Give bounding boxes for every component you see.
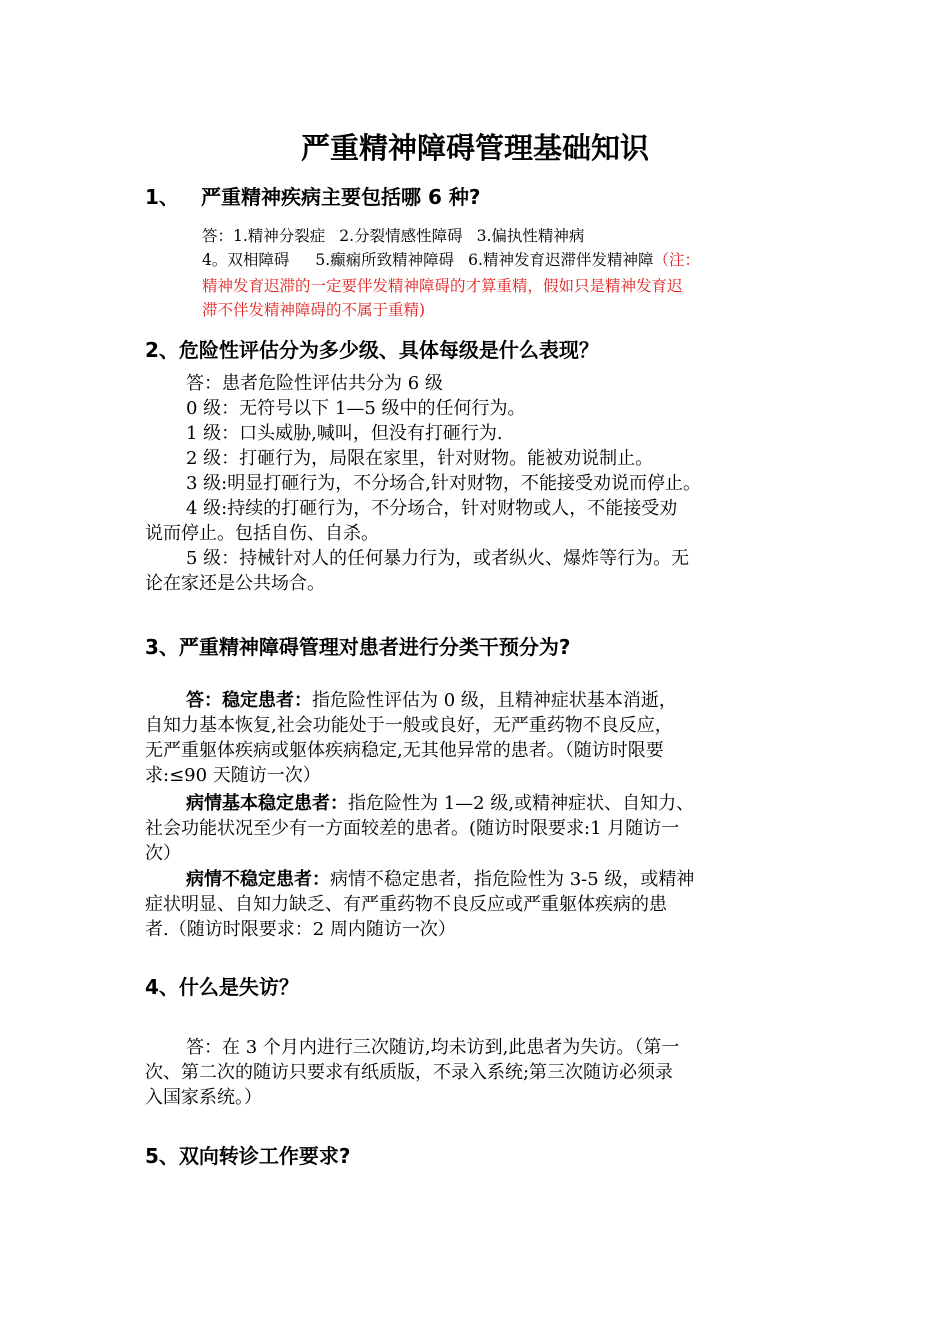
q3-stable-line-1 xyxy=(186,689,677,713)
q3-basic-line-2: 社会功能状况至少有一方面较差的患者。(随访时限要求:1 月随访一 xyxy=(145,818,680,839)
item-6: 6.精神发育迟滞伴发精神障 xyxy=(468,251,654,269)
q4-line-2: 次、第二次的随访只要求有纸质版，不录入系统;第三次随访必须录 xyxy=(145,1062,674,1083)
item-2: 2.分裂情感性障碍 xyxy=(339,227,463,245)
q3-stable-line-3: 无严重躯体疾病或躯体疾病稳定,无其他异常的患者。（随访时限要 xyxy=(145,740,664,761)
q3-unstable-line-1 xyxy=(186,868,694,892)
item-5: 5.癫痫所致精神障碍 xyxy=(315,251,455,269)
q1-note-line-1: 精神发育迟滞的一定要伴发精神障碍的才算重精，假如只是精神发育迟 xyxy=(202,277,683,295)
note-start: （注： xyxy=(653,251,700,269)
q2-line-2: 0 级：无符号以下 1—5 级中的任何行为。 xyxy=(186,398,526,419)
question-1-number: 1、 xyxy=(145,185,179,209)
q2-line-9: 论在家还是公共场合。 xyxy=(145,573,325,594)
q4-line-1: 答：在 3 个月内进行三次随访,均未访到,此患者为失访。（第一 xyxy=(186,1037,680,1058)
q3-unstable-line-2: 症状明显、自知力缺乏、有严重药物不良反应或严重躯体疾病的患 xyxy=(145,894,667,915)
question-4-heading: 4、什么是失访？ xyxy=(145,975,299,999)
q2-line-3: 1 级：口头威胁,喊叫，但没有打砸行为. xyxy=(186,423,503,444)
stable-text-1: 指危险性评估为 0 级，且精神症状基本消逝， xyxy=(312,690,677,711)
q3-unstable-line-3: 者.（随访时限要求：2 周内随访一次） xyxy=(145,919,456,940)
question-1-text: 严重精神疾病主要包括哪 6 种? xyxy=(201,185,481,209)
q2-line-1: 答：患者危险性评估共分为 6 级 xyxy=(186,373,443,394)
question-1-heading xyxy=(145,182,480,212)
question-3-heading: 3、严重精神障碍管理对患者进行分类干预分为? xyxy=(145,635,571,659)
unstable-text-1: 病情不稳定患者，指危险性为 3-5 级，或精神 xyxy=(330,869,695,890)
page-title: 严重精神障碍管理基础知识 xyxy=(300,131,649,165)
q2-line-6: 4 级:持续的打砸行为，不分场合，针对财物或人，不能接受劝 xyxy=(186,498,678,519)
item-1: 答：1.精神分裂症 xyxy=(202,227,326,245)
item-3: 3.偏执性精神病 xyxy=(476,227,585,245)
q3-basic-line-1 xyxy=(186,792,694,816)
q1-answer-line-1 xyxy=(202,224,584,249)
q3-stable-line-2: 自知力基本恢复,社会功能处于一般或良好，无严重药物不良反应， xyxy=(145,715,673,736)
item-4: 4。双相障碍 xyxy=(202,251,290,269)
q3-stable-line-4: 求:≤90 天随访一次） xyxy=(145,765,321,786)
question-5-heading: 5、双向转诊工作要求? xyxy=(145,1144,351,1168)
q2-line-8: 5 级：持械针对人的任何暴力行为，或者纵火、爆炸等行为。无 xyxy=(186,548,690,569)
q2-line-7: 说而停止。包括自伤、自杀。 xyxy=(145,523,379,544)
stable-label: 答：稳定患者： xyxy=(186,690,312,711)
q3-basic-line-3: 次） xyxy=(145,843,181,864)
unstable-label: 病情不稳定患者： xyxy=(186,869,330,890)
q1-note-line-2: 滞不伴发精神障碍的不属于重精) xyxy=(202,301,426,319)
question-2-heading: 2、危险性评估分为多少级、具体每级是什么表现？ xyxy=(145,338,599,362)
q2-line-4: 2 级：打砸行为，局限在家里，针对财物。能被劝说制止。 xyxy=(186,448,654,469)
basic-stable-label: 病情基本稳定患者： xyxy=(186,793,348,814)
q2-line-5: 3 级:明显打砸行为，不分场合,针对财物，不能接受劝说而停止。 xyxy=(186,473,701,494)
q4-line-3: 入国家系统。） xyxy=(145,1087,262,1108)
basic-text-1: 指危险性为 1—2 级,或精神症状、自知力、 xyxy=(348,793,695,814)
q1-answer-line-2 xyxy=(202,248,700,273)
